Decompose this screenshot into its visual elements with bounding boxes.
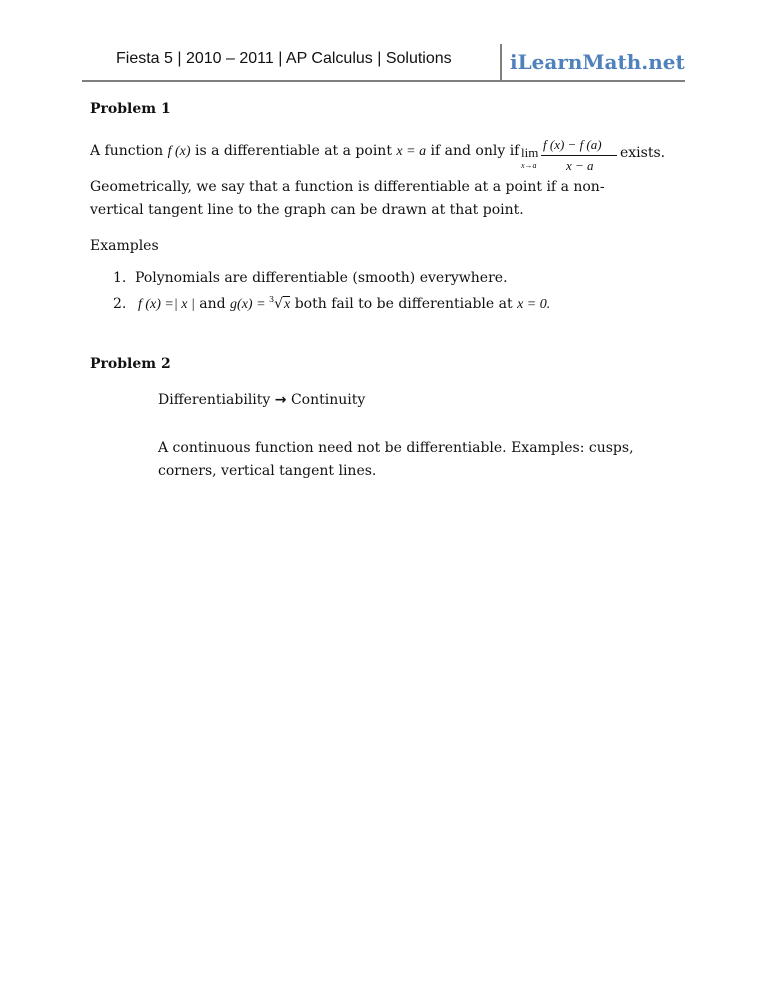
definition-text-a: A function (90, 143, 168, 159)
list-item-text (138, 296, 550, 313)
examples-label: Examples (90, 238, 159, 254)
cube-root-function-lhs: g(x) = (230, 297, 270, 312)
cube-root-expression: $^3$√x (269, 295, 291, 312)
differentiability-text: Differentiability (158, 392, 275, 408)
problem-2-heading: Problem 2 (90, 356, 171, 372)
geometric-paragraph: Geometrically, we say that a function is differentiable at a point if a non-vertical tangent line to the graph can be drawn at that point. (90, 179, 605, 218)
header-title: Fiesta 5 | 2010 – 2011 | AP Calculus | Solutions (116, 50, 452, 67)
continuity-note: A continuous function need not be differentiable. Examples: cusps, corners, vertical tangent lines. (158, 440, 634, 479)
x-equals-a: x = a (396, 144, 427, 159)
problem-1-heading: Problem 1 (90, 101, 171, 117)
header-rule (82, 80, 685, 82)
x-equals-zero: x = 0. (517, 297, 551, 312)
fx-expression: f (x) (167, 144, 191, 159)
implication-line (158, 392, 365, 408)
fraction-numerator: f (x) − f (a) (543, 137, 602, 152)
limit-expression (521, 137, 621, 177)
list-number: 2. (113, 296, 127, 312)
abs-function-expression: f (x) =| x | (138, 297, 195, 312)
definition-line (90, 143, 519, 160)
fraction-denominator: x − a (566, 158, 594, 173)
list-item-text: Polynomials are differentiable (smooth) everywhere. (135, 270, 508, 286)
definition-text-b: is a differentiable at a point (190, 143, 397, 159)
list-number: 1. (113, 270, 127, 286)
fraction-bar (541, 155, 617, 156)
brand-name: iLearnMath.net (510, 50, 685, 74)
lim-subscript: x→a (521, 161, 537, 170)
root-index: 3 (269, 295, 275, 304)
root-argument: x (284, 297, 291, 312)
continuity-text: Continuity (286, 392, 366, 408)
lim-word: lim (521, 145, 539, 160)
right-arrow-icon: → (274, 392, 287, 408)
header-divider (500, 44, 502, 82)
exists-text: exists. (620, 145, 666, 161)
definition-text-c: if and only if (426, 143, 520, 159)
fail-text: both fail to be differentiable at (290, 296, 518, 312)
and-text: and (194, 296, 231, 312)
